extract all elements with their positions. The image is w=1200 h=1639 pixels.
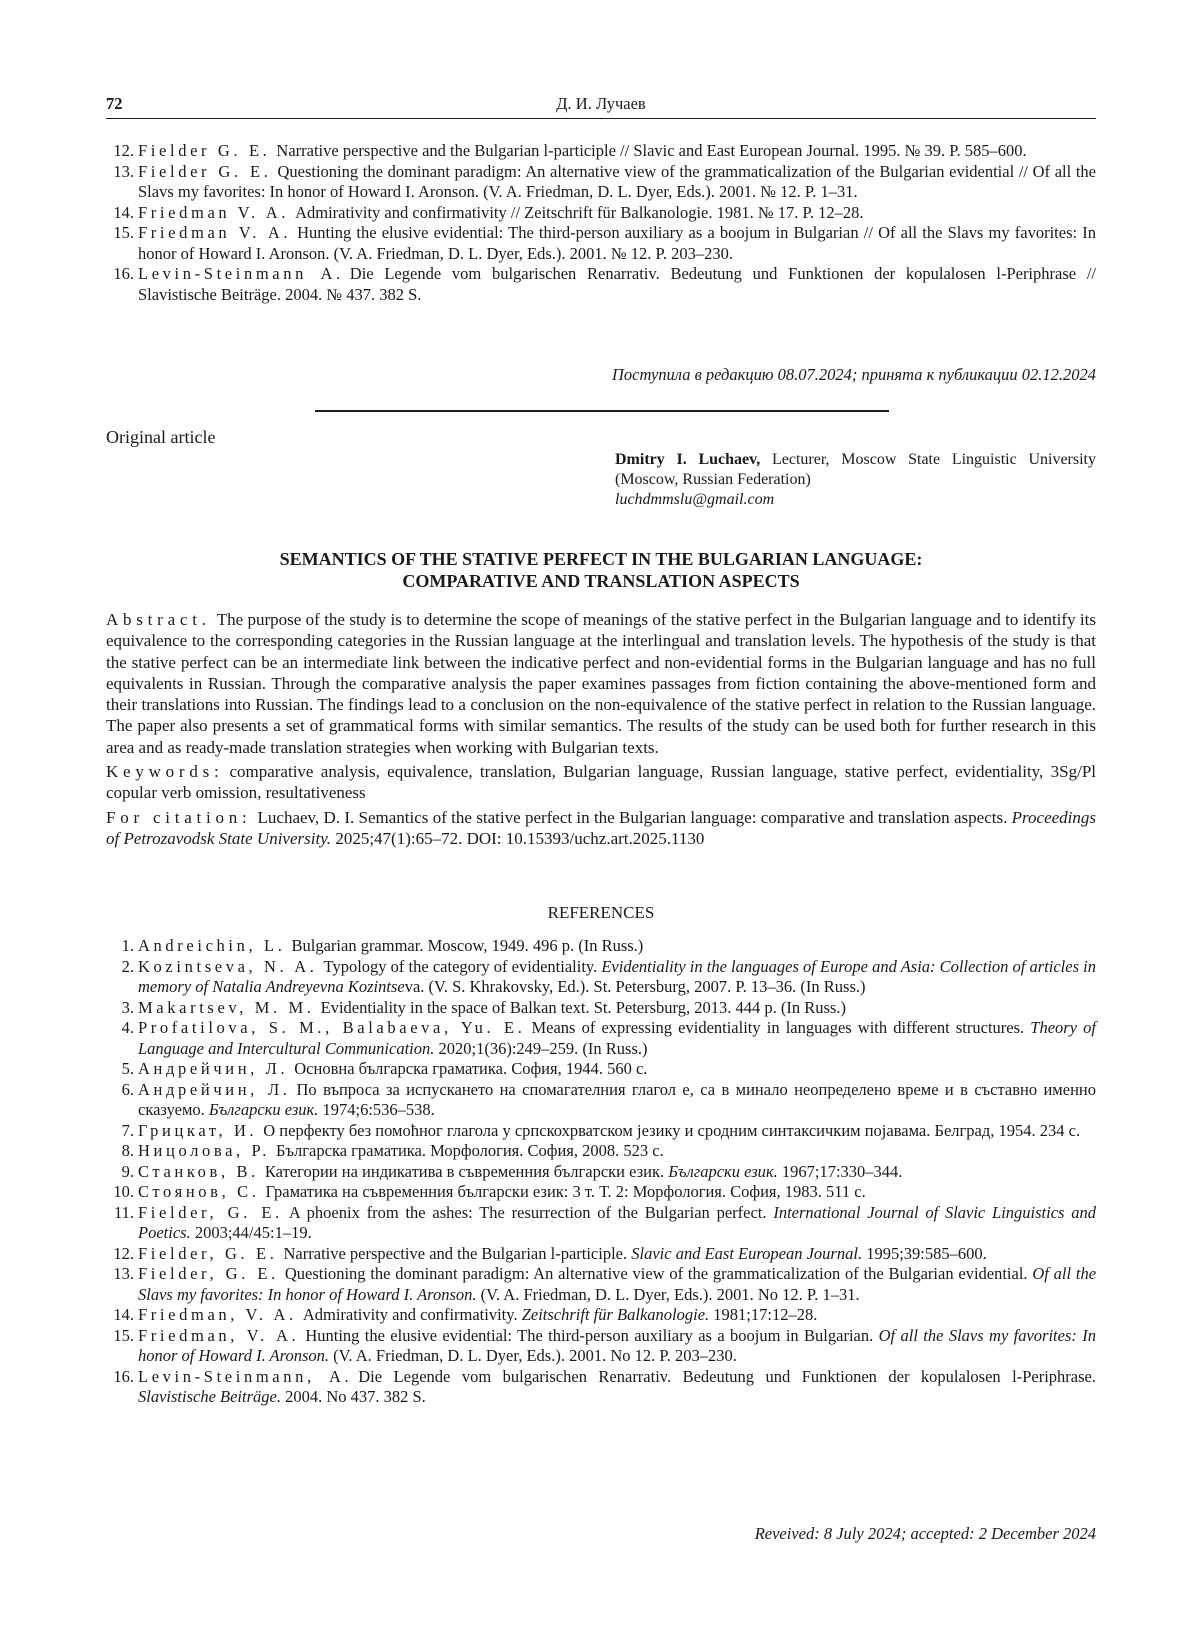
reference-text: Основна българска граматика. София, 1944. 560 с. — [294, 1059, 648, 1078]
reference-number: 15. — [113, 1325, 134, 1345]
reference-author: Andreichin, L. — [138, 936, 286, 955]
title-line-1: SEMANTICS OF THE STATIVE PERFECT IN THE BULGARIAN LANGUAGE: — [279, 549, 923, 569]
list-item — [106, 1018, 1096, 1059]
reference-author: Грицкат, И. — [138, 1120, 258, 1140]
reference-text: Die Legende vom bulgarischen Renarrativ. Bedeutung und Funktionen der kopulalosen l-Periphrase // Slavistische Beiträge. 2004. № 437. 382 S. — [138, 264, 1096, 304]
list-item — [106, 1182, 1096, 1203]
top-reference-list — [106, 141, 1096, 305]
reference-author: Андрейчин, Л. — [138, 1059, 289, 1078]
reference-text: Hunting the elusive evidential: The third-person auxiliary as a boojum in Bulgarian // Of all the Slavs my favorites: In honor of Howard I. Aronson. (V. A. Friedman, D. L. Dyer, Eds.). 2001. № 12. P. 203–230. — [138, 223, 1096, 263]
list-item — [106, 957, 1096, 998]
article-title — [106, 548, 1096, 592]
reference-text: Admirativity and confirmativity. — [302, 1305, 518, 1324]
reference-number: 16. — [113, 1366, 134, 1386]
list-item — [106, 1367, 1096, 1408]
received-date-ru: Поступила в редакцию 08.07.2024; принята к публикации 02.12.2024 — [611, 365, 1096, 384]
references-section — [106, 936, 1096, 1408]
keywords-label: Keywords: — [106, 762, 224, 782]
list-item: 16. Levin-Steinmann A. Die Legende vom bulgarischen Renarrativ. Bedeutung und Funktionen der kopulalosen l-Periphrase // Slavistische Beiträge. 2004. № 437. 382 S. — [113, 264, 1096, 304]
reference-source: Slavic and East European Journal. — [631, 1243, 863, 1263]
reference-author: Fielder, G. E. — [138, 1202, 283, 1222]
reference-details: 2004. No 437. 382 S. — [285, 1387, 426, 1406]
author-info — [615, 450, 1096, 510]
abstract-section — [106, 609, 1096, 852]
reference-details: 1981;17:12–28. — [713, 1305, 818, 1324]
list-item: 13. Fielder G. E. Questioning the dominant paradigm: An alternative view of the grammaticalization of the Bulgarian evidential // Of all the Slavs my favorites: In honor of Howard I. Aronson. (V. A. Friedman, D. L. Dyer, Eds.). 2001. № 12. P. 1–31. — [113, 161, 1096, 201]
reference-source: Theory of Language and Intercultural Communication. — [138, 1018, 1096, 1058]
reference-author: Fielder, G. E. — [138, 1243, 278, 1263]
author-name: Dmitry I. Luchaev, — [615, 451, 761, 468]
reference-text: Категории на индикатива в съвременния български език. — [264, 1161, 665, 1181]
reference-text: По въпроса за испускането на спомагателния глагол е, са в минало неопределено време и в съставно именно сказуемо. — [138, 1079, 1096, 1119]
reference-details: (V. A. Friedman, D. L. Dyer, Eds.). 2001. No 12. P. 203–230. — [333, 1346, 737, 1365]
reference-text: О перфекту без помоћног глагола у српскохрватском језику и сродним синтаксичким појавама. Белград, 1954. 234 с. — [263, 1120, 1081, 1140]
reference-number: 11. — [113, 1202, 134, 1222]
reference-source: Български език. — [208, 1100, 319, 1119]
russian-reference-list-continued — [106, 141, 1096, 305]
list-item — [106, 1326, 1096, 1367]
reference-number: 3. — [121, 997, 134, 1017]
reference-author: Levin-Steinmann, A. — [138, 1366, 353, 1386]
reference-text: Questioning the dominant paradigm: An alternative view of the grammaticalization of the Bulgarian evidential // Of all the Slavs my favorites: In honor of Howard I. Aronson. (V. A. Friedman, D. L. Dyer, Eds.). 2001. № 12. P. 1–31. — [138, 161, 1096, 201]
citation — [106, 807, 1096, 850]
reference-author: Андрейчин, Л. — [138, 1079, 291, 1099]
reference-author: Стоянов, С. — [138, 1182, 260, 1201]
list-item — [106, 1141, 1096, 1162]
reference-source: Slavistische Beiträge. — [138, 1387, 281, 1406]
reference-source: Evidentiality in the languages of Europe and Asia: Collection of articles in memory of Natalia Andreyevna Kozintse — [138, 956, 1096, 996]
section-divider — [315, 410, 889, 412]
author-email: luchdmmslu@gmail.com — [615, 491, 775, 508]
reference-details: 2003;44/45:1–19. — [194, 1223, 312, 1242]
reference-author: Kozintseva, N. A. — [138, 956, 318, 976]
reference-text: Narrative perspective and the Bulgarian l-participle // Slavic and East European Journal. 1995. № 39. P. 585–600. — [276, 141, 1027, 160]
keywords — [106, 761, 1096, 804]
reference-author: Friedman, V. A. — [138, 1325, 300, 1345]
reference-source: Of all the Slavs my favorites: In honor of Howard I. Aronson. — [138, 1264, 1097, 1304]
reference-text: Hunting the elusive evidential: The third-person auxiliary as a boojum in Bulgarian. — [305, 1325, 874, 1345]
list-item: 12. Fielder G. E. Narrative perspective and the Bulgarian l-participle // Slavic and East European Journal. 1995. № 39. P. 585–600. — [113, 141, 1027, 160]
reference-details: 2020;1(36):249–259. (In Russ.) — [438, 1038, 648, 1058]
article-type: Original article — [106, 427, 216, 447]
reference-author: Станков, В. — [138, 1161, 259, 1181]
keywords-text: comparative analysis, equivalence, translation, Bulgarian language, Russian language, stative perfect, evidentiality, 3Sg/Pl copular verb omission, resultativeness — [106, 762, 1096, 803]
reference-author: Ницолова, Р. — [138, 1141, 271, 1160]
reference-number: 2. — [121, 956, 134, 976]
reference-number: 12. — [113, 1243, 134, 1263]
citation-text: Luchaev, D. I. Semantics of the stative perfect in the Bulgarian language: comparative and translation aspects. — [257, 807, 1008, 827]
list-item: 14. Friedman V. A. Admirativity and confirmativity // Zeitschrift für Balkanologie. 1981. № 17. P. 12–28. — [113, 202, 864, 222]
running-header — [106, 94, 1096, 119]
reference-text: A phoenix from the ashes: The resurrection of the Bulgarian perfect. — [288, 1202, 767, 1222]
reference-text: Българска граматика. Морфология. София, 2008. 523 с. — [276, 1141, 664, 1160]
reference-list — [106, 936, 1096, 1408]
reference-number: 6. — [121, 1079, 134, 1099]
list-item: 15. Friedman V. A. Hunting the elusive evidential: The third-person auxiliary as a boojum in Bulgarian // Of all the Slavs my favorites: In honor of Howard I. Aronson. (V. A. Friedman, D. L. Dyer, Eds.). 2001. № 12. P. 203–230. — [113, 223, 1096, 263]
abstract-text: The purpose of the study is to determine the scope of meanings of the stative perfect in the Bulgarian language and to identify its equivalence to the corresponding categories in the Russian language at the interlingual and translation levels. The hypothesis of the study is that the stative perfect can be an intermediate link between the indicative perfect and non-evidential forms in the Bulgarian language and has no full equivalents in Russian. Through the comparative analysis the paper examines passages from fiction containing the above-mentioned form and their translations into Russian. The findings lead to a conclusion on the non-equivalence of the stative perfect in relation to the Russian language. The paper also presents a set of grammatical forms with similar semantics. The results of the study can be used both for further research in this area and as ready-made translation strategies when working with Bulgarian texts. — [106, 610, 1096, 757]
reference-text: Means of expressing evidentiality in languages with different structures. — [531, 1018, 1025, 1037]
citation-journal: Proceedings of Petrozavodsk State University. — [106, 807, 1097, 848]
list-item — [106, 1244, 1096, 1265]
reference-text: Typology of the category of evidentiality. — [323, 956, 598, 976]
references-heading: REFERENCES — [547, 903, 655, 922]
reference-text: Questioning the dominant paradigm: An alternative view of the grammaticalization of the Bulgarian evidential. — [284, 1264, 1028, 1283]
list-item — [106, 1305, 1096, 1326]
list-item — [106, 1203, 1096, 1244]
received-date-en: Reveived: 8 July 2024; accepted: 2 December 2024 — [754, 1524, 1096, 1543]
page-number: 72 — [106, 94, 123, 113]
citation-label: For citation: — [106, 807, 252, 827]
reference-number: 14. — [113, 1305, 134, 1324]
reference-author: Fielder, G. E. — [138, 1264, 279, 1283]
reference-author: Friedman V. A. — [138, 223, 292, 242]
reference-number: 9. — [121, 1161, 134, 1181]
reference-details: 1974;6:536–538. — [322, 1100, 435, 1119]
reference-number: 10. — [113, 1182, 134, 1201]
reference-author: Friedman, V. A. — [138, 1305, 297, 1324]
reference-number: 7. — [121, 1120, 134, 1140]
reference-details: 1967;17:330–344. — [781, 1161, 903, 1181]
list-item — [106, 1080, 1096, 1121]
reference-author: Makartsev, M. M. — [138, 997, 315, 1017]
reference-source: Български език. — [668, 1161, 778, 1181]
reference-source: Zeitschrift für Balkanologie. — [521, 1305, 710, 1324]
reference-text: Граматика на съвременния български език: 3 т. Т. 2: Морфология. София, 1983. 511 с. — [265, 1182, 866, 1201]
reference-text: Evidentiality in the space of Balkan text. St. Petersburg, 2013. 444 p. (In Russ.) — [320, 997, 846, 1017]
reference-text: Die Legende vom bulgarischen Renarrativ. Bedeutung und Funktionen der kopulalosen l-Periphrase. — [358, 1366, 1096, 1386]
abstract-label: Abstract. — [106, 610, 211, 629]
reference-number: 5. — [121, 1059, 134, 1078]
list-item — [106, 1121, 1096, 1142]
list-item — [106, 1162, 1096, 1183]
abstract — [106, 609, 1096, 758]
reference-author: Levin-Steinmann A. — [138, 264, 344, 283]
title-line-2: COMPARATIVE AND TRANSLATION ASPECTS — [402, 571, 800, 591]
author-affiliation: Lecturer, Moscow State Linguistic University (Moscow, Russian Federation) — [615, 451, 1096, 488]
reference-source: Of all the Slavs my favorites: In honor of Howard I. Aronson. — [138, 1325, 1097, 1365]
reference-details: va. (V. S. Khrakovsky, Ed.). St. Petersburg, 2007. P. 13–36. (In Russ.) — [404, 977, 866, 996]
reference-author: Fielder G. E. — [138, 161, 272, 181]
reference-text: Bulgarian grammar. Moscow, 1949. 496 p. (In Russ.) — [291, 936, 644, 955]
list-item — [106, 998, 1096, 1019]
reference-details: (V. A. Friedman, D. L. Dyer, Eds.). 2001. No 12. P. 1–31. — [480, 1284, 860, 1304]
reference-author: Fielder G. E. — [138, 141, 271, 160]
list-item — [106, 1264, 1096, 1305]
reference-author: Friedman V. A. — [138, 202, 290, 222]
citation-details: 2025;47(1):65–72. DOI: 10.15393/uchz.art.2025.1130 — [335, 828, 705, 848]
reference-text: Narrative perspective and the Bulgarian l-participle. — [283, 1243, 628, 1263]
reference-text: Admirativity and confirmativity // Zeitschrift für Balkanologie. 1981. № 17. P. 12–28. — [295, 202, 864, 222]
reference-source: International Journal of Slavic Linguistics and Poetics. — [138, 1202, 1097, 1242]
list-item — [106, 936, 1096, 957]
list-item — [106, 1059, 1096, 1080]
reference-number: 4. — [121, 1018, 134, 1037]
reference-author: Profatilova, S. M., Balabaeva, Yu. E. — [138, 1018, 526, 1037]
running-title: Д. И. Лучаев — [556, 94, 646, 113]
reference-number: 8. — [121, 1141, 134, 1160]
reference-details: 1995;39:585–600. — [866, 1243, 987, 1263]
reference-number: 13. — [113, 1264, 134, 1283]
reference-number: 1. — [121, 936, 134, 955]
